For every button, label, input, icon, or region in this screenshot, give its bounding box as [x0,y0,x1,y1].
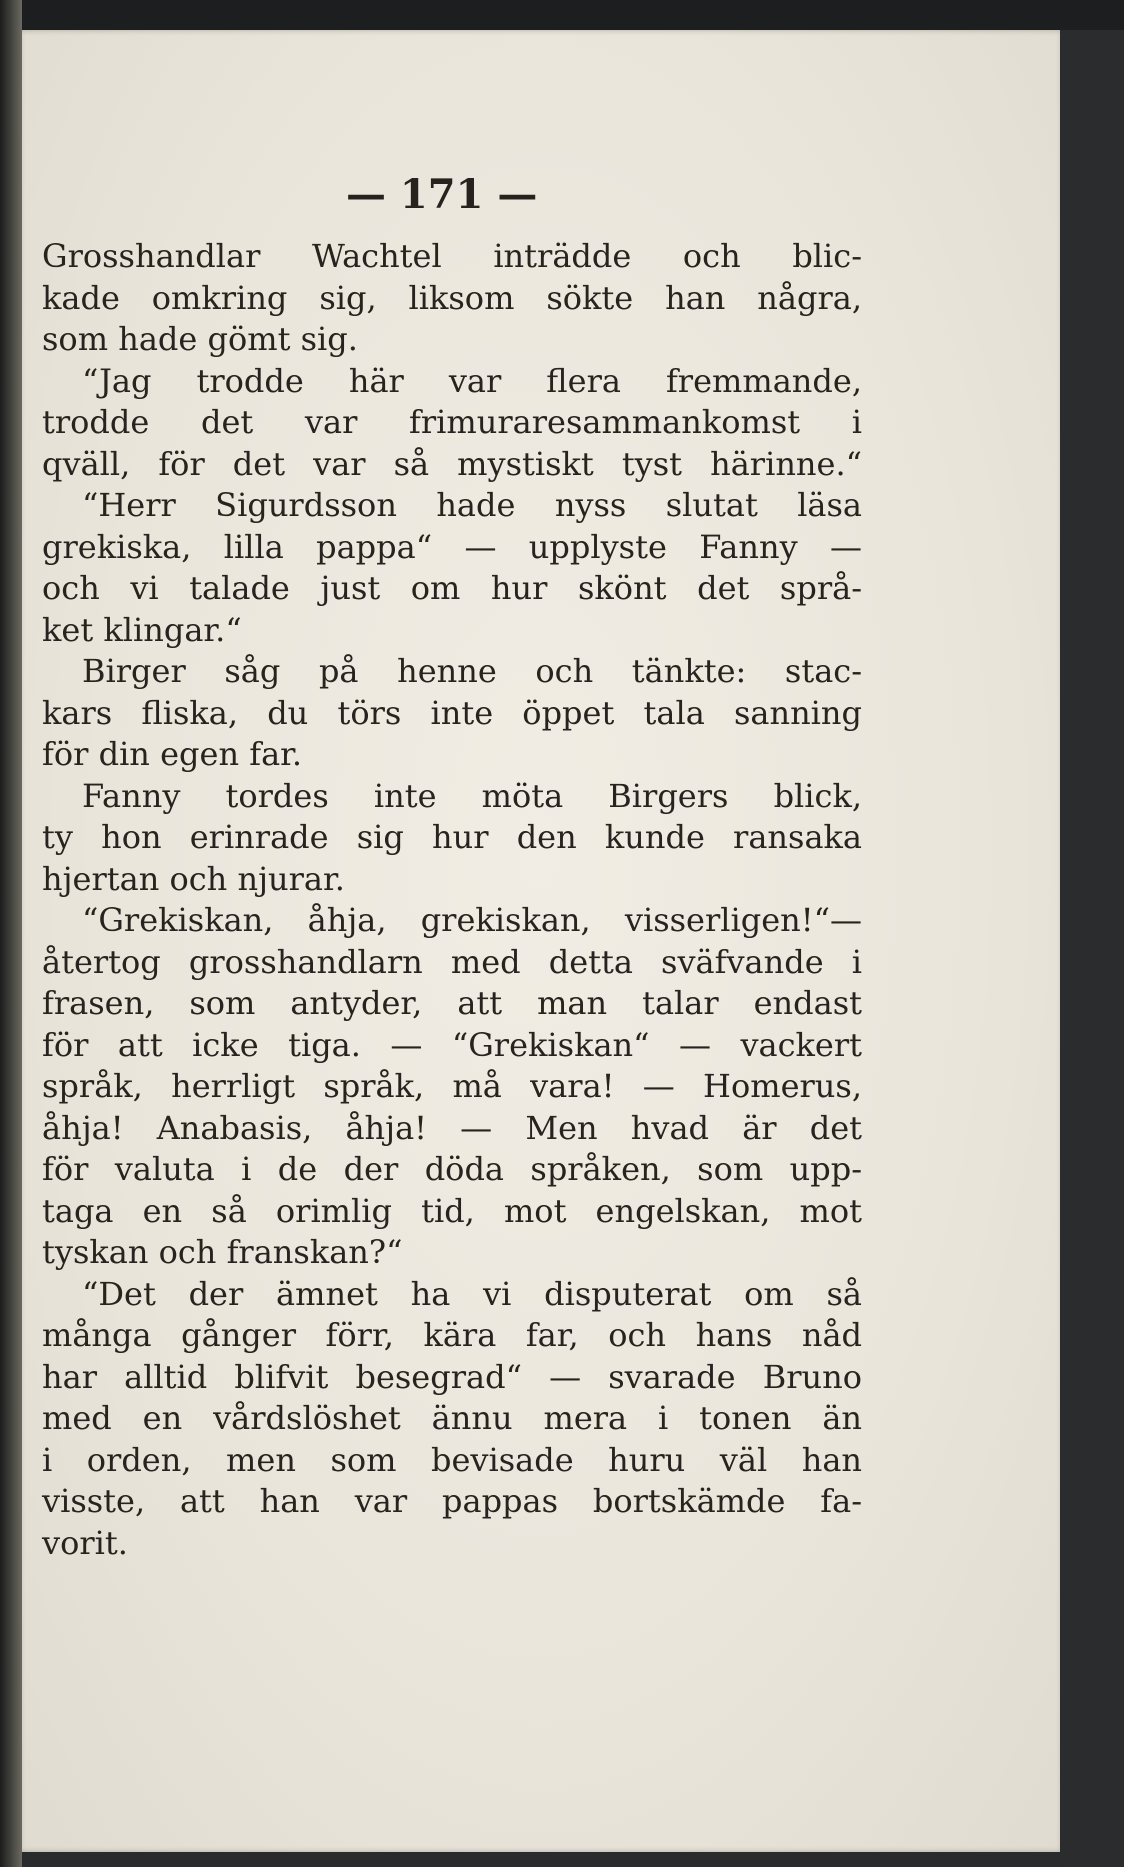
text-line: vorit. [42,1523,128,1562]
text-line: för din egen far. [42,735,303,773]
text-line: frasen, som antyder, att man talar endast [42,984,862,1022]
scan-right-edge [1060,30,1124,1867]
text-line: ket klingar.“ [42,610,242,649]
text-line: som hade gömt sig. [42,320,358,358]
scan-top-edge [0,0,1124,30]
text-line: återtog grosshandlarn med detta sväfvande i [42,942,862,981]
text-line: kars fliska, du törs inte öppet tala sanning [42,693,862,732]
text-line: taga en så orimlig tid, mot engelskan, mot [42,1191,862,1230]
body-text [42,236,862,1564]
text-line: visste, att han var pappas bortskämde fa- [42,1482,862,1520]
text-line: i orden, men som bevisade huru väl han [42,1440,862,1479]
text-line: tyskan och franskan?“ [42,1233,403,1271]
text-line: för valuta i de der döda språken, som upp- [42,1150,862,1188]
text-line: trodde det var frimuraresammankomst i [42,403,862,441]
text-line: kade omkring sig, liksom sökte han några, [42,278,862,317]
text-line: Fanny tordes inte möta Birgers blick, [82,776,862,815]
text-line: för att icke tiga. — “Grekiskan“ — vackert [42,1025,862,1064]
text-line: åhja! Anabasis, åhja! — Men hvad är det [42,1108,862,1147]
text-line: qväll, för det var så mystiskt tyst härinne.“ [42,444,862,483]
text-line: “Det der ämnet ha vi disputerat om så [82,1274,862,1313]
text-line: grekiska, lilla pappa“ — upplyste Fanny — [42,527,862,566]
text-line: med en vårdslöshet ännu mera i tonen än [42,1399,862,1437]
text-line: har alltid blifvit besegrad“ — svarade Bruno [42,1357,862,1396]
text-line: ty hon erinrade sig hur den kunde ransaka [42,818,862,856]
text-line: och vi talade just om hur skönt det språ- [42,569,862,607]
text-line: Birger såg på henne och tänkte: stac- [82,652,862,690]
text-line: Grosshandlar Wachtel inträdde och blic- [42,237,862,275]
text-line: språk, herrligt språk, må vara! — Homerus, [42,1067,862,1105]
text-line: många gånger förr, kära far, och hans nåd [42,1316,862,1354]
book-spine-edge [0,0,22,1867]
text-line: “Jag trodde här var flera fremmande, [82,361,862,400]
text-line: hjertan och njurar. [42,859,345,898]
text-line: “Grekiskan, åhja, grekiskan, visserligen!“— [82,901,862,939]
text-line: “Herr Sigurdsson hade nyss slutat läsa [82,486,862,524]
